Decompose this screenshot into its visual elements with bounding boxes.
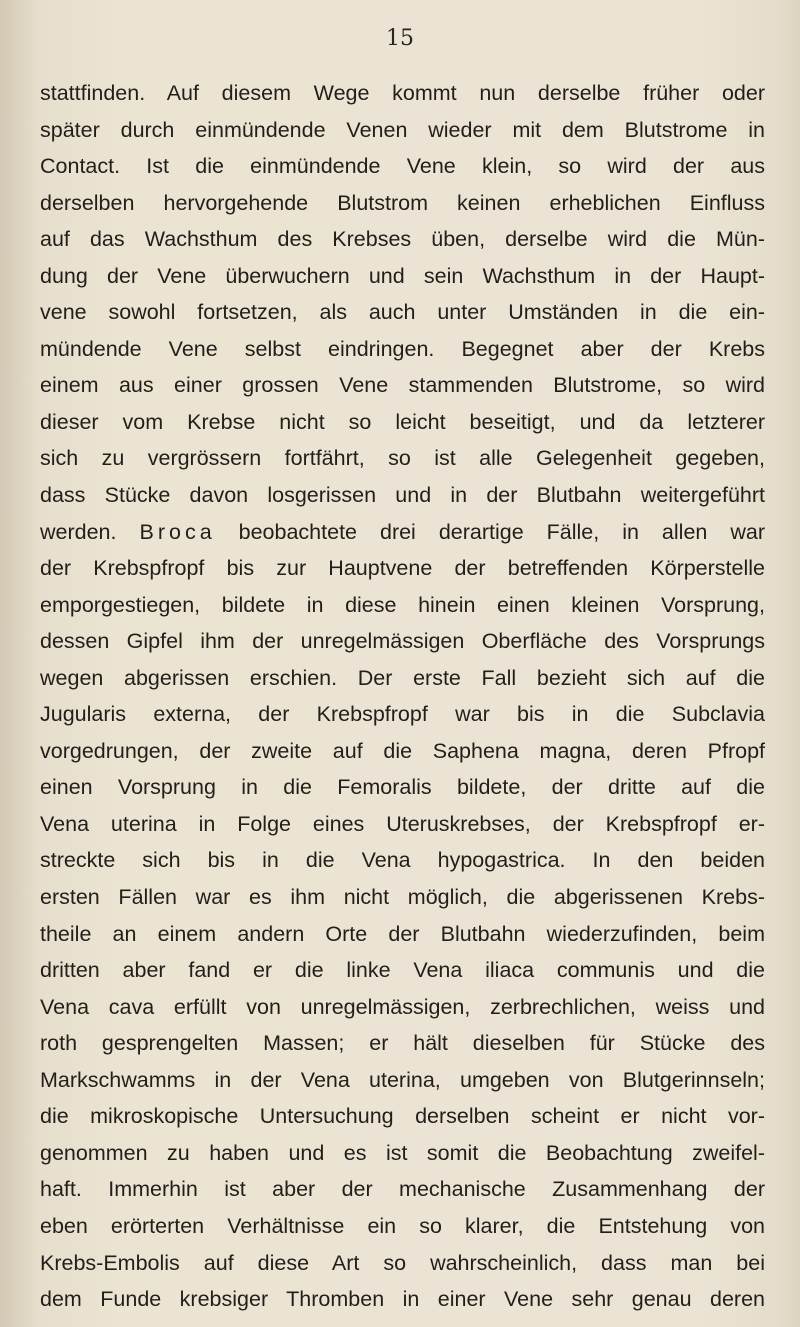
text-line-3: Contact. Ist die einmündende Vene klein, so wird der aus: [40, 154, 765, 179]
text-line-28: Markschwamms in der Vena uterina, umgeben von Blutgerinnseln;: [40, 1067, 765, 1092]
text-line-18: Jugularis externa, der Krebspfropf war bis in die Subclavia: [40, 702, 765, 727]
text-line-14: der Krebspfropf bis zur Hauptvene der betreffenden Körperstelle: [40, 556, 765, 581]
text-line-29: die mikroskopische Untersuchung derselben scheint er nicht vor-: [40, 1104, 765, 1129]
text-line-27: roth gesprengelten Massen; er hält dieselben für Stücke des: [40, 1031, 765, 1056]
text-line-9: einem aus einer grossen Vene stammenden Blutstrome, so wird: [40, 373, 765, 398]
text-line-17: wegen abgerissen erschien. Der erste Fall bezieht sich auf die: [40, 665, 765, 690]
body-text: [40, 75, 765, 1318]
text-line-33: Krebs-Embolis auf diese Art so wahrscheinlich, dass man bei: [40, 1250, 765, 1275]
text-line-22: streckte sich bis in die Vena hypogastrica. In den beiden: [40, 848, 765, 873]
text-line-34: dem Funde krebsiger Thromben in einer Vene sehr genau deren: [40, 1287, 765, 1312]
line-13-after: beobachtete drei derartige Fälle, in allen war: [215, 519, 765, 544]
text-line-32: eben erörterten Verhältnisse ein so klarer, die Entstehung von: [40, 1213, 765, 1238]
text-line-19: vorgedrungen, der zweite auf die Saphena magna, deren Pfropf: [40, 738, 765, 763]
text-line-6: dung der Vene überwuchern und sein Wachsthum in der Haupt-: [40, 263, 765, 288]
line-13-before: werden.: [40, 519, 140, 544]
text-line-15: emporgestiegen, bildete in diese hinein einen kleinen Vorsprung,: [40, 592, 765, 617]
text-line-30: genommen zu haben und es ist somit die Beobachtung zweifel-: [40, 1140, 765, 1165]
text-line-23: ersten Fällen war es ihm nicht möglich, die abgerissenen Krebs-: [40, 885, 765, 910]
page-number: 15: [386, 26, 414, 51]
text-line-25: dritten aber fand er die linke Vena iliaca communis und die: [40, 958, 765, 983]
text-line-11: sich zu vergrössern fortfährt, so ist alle Gelegenheit gegeben,: [40, 446, 765, 471]
text-line-10: dieser vom Krebse nicht so leicht beseitigt, und da letzterer: [40, 409, 765, 434]
text-line-21: Vena uterina in Folge eines Uteruskrebses, der Krebspfropf er-: [40, 811, 765, 836]
text-line-13: [40, 514, 765, 551]
text-line-31: haft. Immerhin ist aber der mechanische Zusammenhang der: [40, 1177, 765, 1202]
text-line-24: theile an einem andern Orte der Blutbahn wiederzufinden, beim: [40, 921, 765, 946]
text-line-26: Vena cava erfüllt von unregelmässigen, zerbrechlichen, weiss und: [40, 994, 765, 1019]
text-line-20: einen Vorsprung in die Femoralis bildete, der dritte auf die: [40, 775, 765, 800]
text-line-12: dass Stücke davon losgerissen und in der Blutbahn weitergeführt: [40, 483, 765, 508]
text-line-5: auf das Wachsthum des Krebses üben, derselbe wird die Mün-: [40, 227, 765, 252]
author-name-broca: Broca: [139, 519, 216, 544]
text-line-1: stattfinden. Auf diesem Wege kommt nun derselbe früher oder: [40, 81, 765, 105]
text-line-7: vene sowohl fortsetzen, als auch unter Umständen in die ein-: [40, 300, 765, 325]
text-line-8: mündende Vene selbst eindringen. Begegnet aber der Krebs: [40, 336, 765, 361]
text-line-16: dessen Gipfel ihm der unregelmässigen Oberfläche des Vorsprungs: [40, 629, 765, 654]
text-line-2: später durch einmündende Venen wieder mit dem Blutstrome in: [40, 117, 765, 142]
text-line-4: derselben hervorgehende Blutstrom keinen erheblichen Einfluss: [40, 190, 765, 215]
